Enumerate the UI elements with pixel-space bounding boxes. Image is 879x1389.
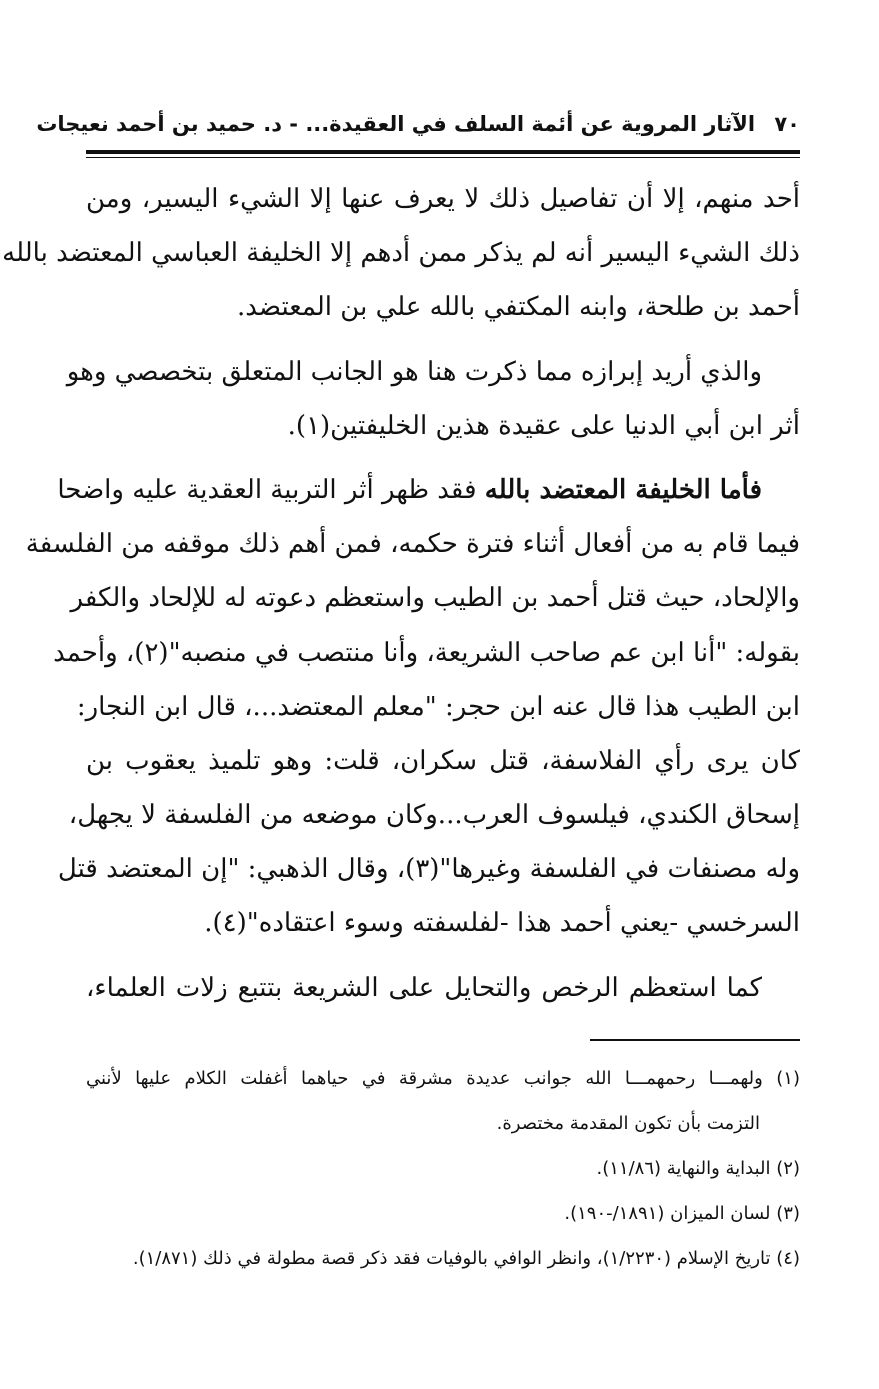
- footnote-2: (٢) البداية والنهاية (١١/٨٦).: [596, 1158, 800, 1179]
- footnote-3: (٣) لسان الميزان (١٨٩١/-١٩٠).: [564, 1203, 800, 1224]
- text-line: بقوله: "أنا ابن عم صاحب الشريعة، وأنا منتصب في منصبه"(٢)، وأحمد: [53, 637, 800, 668]
- text-line: وله مصنفات في الفلسفة وغيرها"(٣)، وقال الذهبي: "إن المعتضد قتل: [57, 854, 800, 885]
- running-title: الآثار المروية عن أئمة السلف في العقيدة... - د. حميد بن أحمد نعيجات: [36, 112, 756, 136]
- text-line: كان يرى رأي الفلاسفة، قتل سكران، قلت: وهو تلميذ يعقوب بن: [86, 745, 800, 776]
- text-line: أحمد بن طلحة، وابنه المكتفي بالله علي بن المعتضد.: [236, 292, 800, 323]
- text-line: السرخسي -يعني أحمد هذا -لفلسفته وسوء اعتقاده"(٤).: [204, 908, 800, 939]
- text-line: فيما قام به من أفعال أثناء فترة حكمه، فمن أهم ذلك موقفه من الفلسفة: [25, 529, 800, 560]
- text-line: أثر ابن أبي الدنيا على عقيدة هذين الخليفتين(١).: [287, 410, 800, 441]
- text-line: أحد منهم، إلا أن تفاصيل ذلك لا يعرف عنها إلا الشيء اليسير، ومن: [86, 184, 800, 214]
- page-number: ٧٠: [774, 112, 800, 136]
- text-line-rest: فقد ظهر أثر التربية العقدية عليه واضحا: [57, 474, 477, 505]
- text-line: [57, 463, 800, 517]
- bold-lead-in: فأما الخليفة المعتضد بالله: [484, 474, 762, 505]
- footnotes: [86, 1056, 800, 1281]
- running-header: [36, 112, 800, 146]
- text-line: كما استعظم الرخص والتحايل على الشريعة بتتبع زلات العلماء،: [86, 972, 762, 1003]
- main-text: [2, 172, 800, 1015]
- text-line: ابن الطيب هذا قال عنه ابن حجر: "معلم المعتضد...، قال ابن النجار:: [76, 691, 800, 722]
- header-rule-thick: [86, 150, 800, 154]
- footnote-4: (٤) تاريخ الإسلام (١/٢٢٣٠)، وانظر الوافي بالوفيات فقد ذكر قصة مطولة في ذلك (١/٨٧١).: [132, 1248, 800, 1269]
- header-rule-thin: [86, 157, 800, 158]
- text-line: والإلحاد، حيث قتل أحمد بن الطيب واستعظم دعوته له للإلحاد والكفر: [70, 583, 800, 614]
- text-line: إسحاق الكندي، فيلسوف العرب...وكان موضعه من الفلسفة لا يجهل،: [68, 800, 800, 831]
- text-line: والذي أريد إبرازه مما ذكرت هنا هو الجانب المتعلق بتخصصي وهو: [66, 356, 762, 387]
- text-line: ذلك الشيء اليسير أنه لم يذكر ممن أدهم إلا الخليفة العباسي المعتضد بالله: [2, 238, 800, 269]
- footnote-1: (١) ولهمـــا رحمهمـــا الله جوانب عديدة مشرقة في حياهما أغفلت الكلام عليها لأنني: [86, 1068, 800, 1089]
- footnote-1-continued: التزمت بأن تكون المقدمة مختصرة.: [496, 1113, 760, 1134]
- footnote-separator: [590, 1039, 800, 1041]
